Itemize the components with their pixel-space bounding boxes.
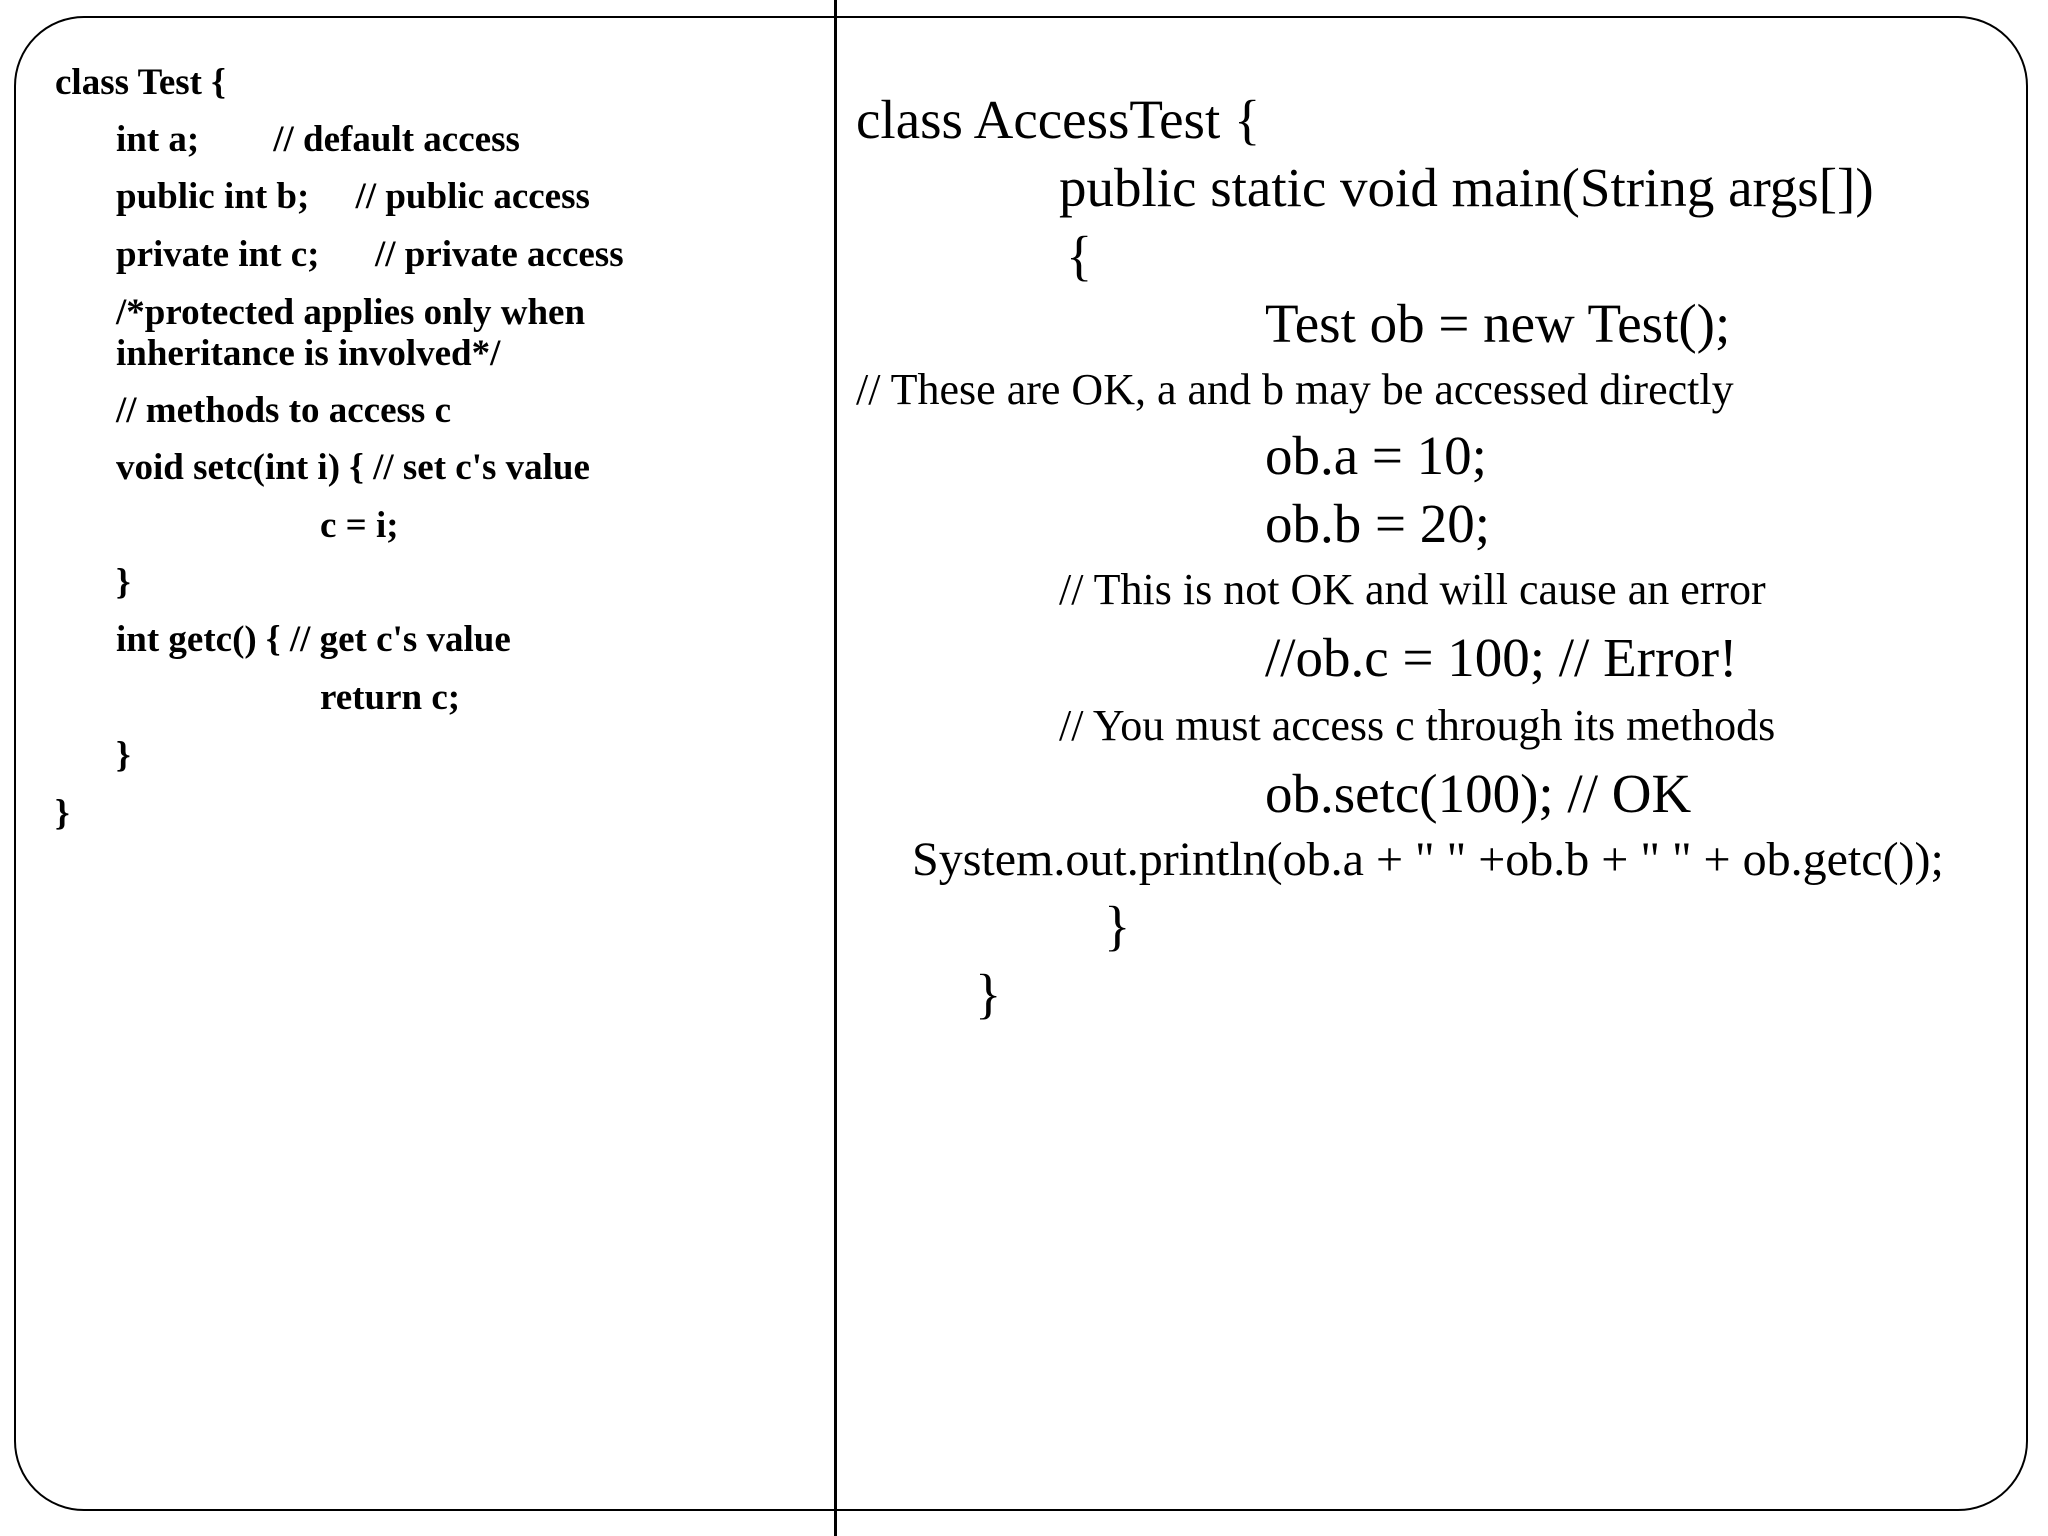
code-line: ob.setc(100); // OK [1265, 763, 1692, 824]
code-line: // You must access c through its methods [1059, 701, 1776, 750]
code-line: // methods to access c [116, 390, 451, 431]
code-line: // This is not OK and will cause an error [1059, 565, 1766, 614]
code-line: } [975, 963, 1002, 1024]
code-line: public int b; // public access [116, 176, 590, 217]
code-line: public static void main(String args[]) [1059, 157, 1874, 218]
code-line: ob.a = 10; [1265, 425, 1487, 486]
column-divider [834, 0, 837, 1536]
code-line: ob.b = 20; [1265, 493, 1491, 554]
code-line: // These are OK, a and b may be accessed directly [856, 365, 1734, 414]
code-line: class AccessTest { [856, 89, 1261, 150]
code-line: //ob.c = 100; // Error! [1265, 627, 1738, 688]
code-line: int a; // default access [116, 119, 520, 160]
code-line: return c; [320, 677, 461, 718]
code-line: Test ob = new Test(); [1265, 293, 1731, 354]
code-line: } [55, 793, 70, 834]
code-line: } [1104, 895, 1131, 956]
code-line: int getc() { // get c's value [116, 619, 511, 660]
code-line: void setc(int i) { // set c's value [116, 447, 590, 488]
code-line: /*protected applies only when [116, 292, 586, 333]
code-line: class Test { [55, 62, 226, 103]
code-line: System.out.println(ob.a + " " +ob.b + " " + ob.getc()); [912, 833, 1944, 886]
code-line: private int c; // private access [116, 234, 624, 275]
code-line: { [1066, 225, 1093, 286]
code-line: inheritance is involved*/ [116, 333, 501, 374]
code-line: } [116, 735, 131, 776]
code-line: } [116, 562, 131, 603]
code-line: c = i; [320, 505, 399, 546]
